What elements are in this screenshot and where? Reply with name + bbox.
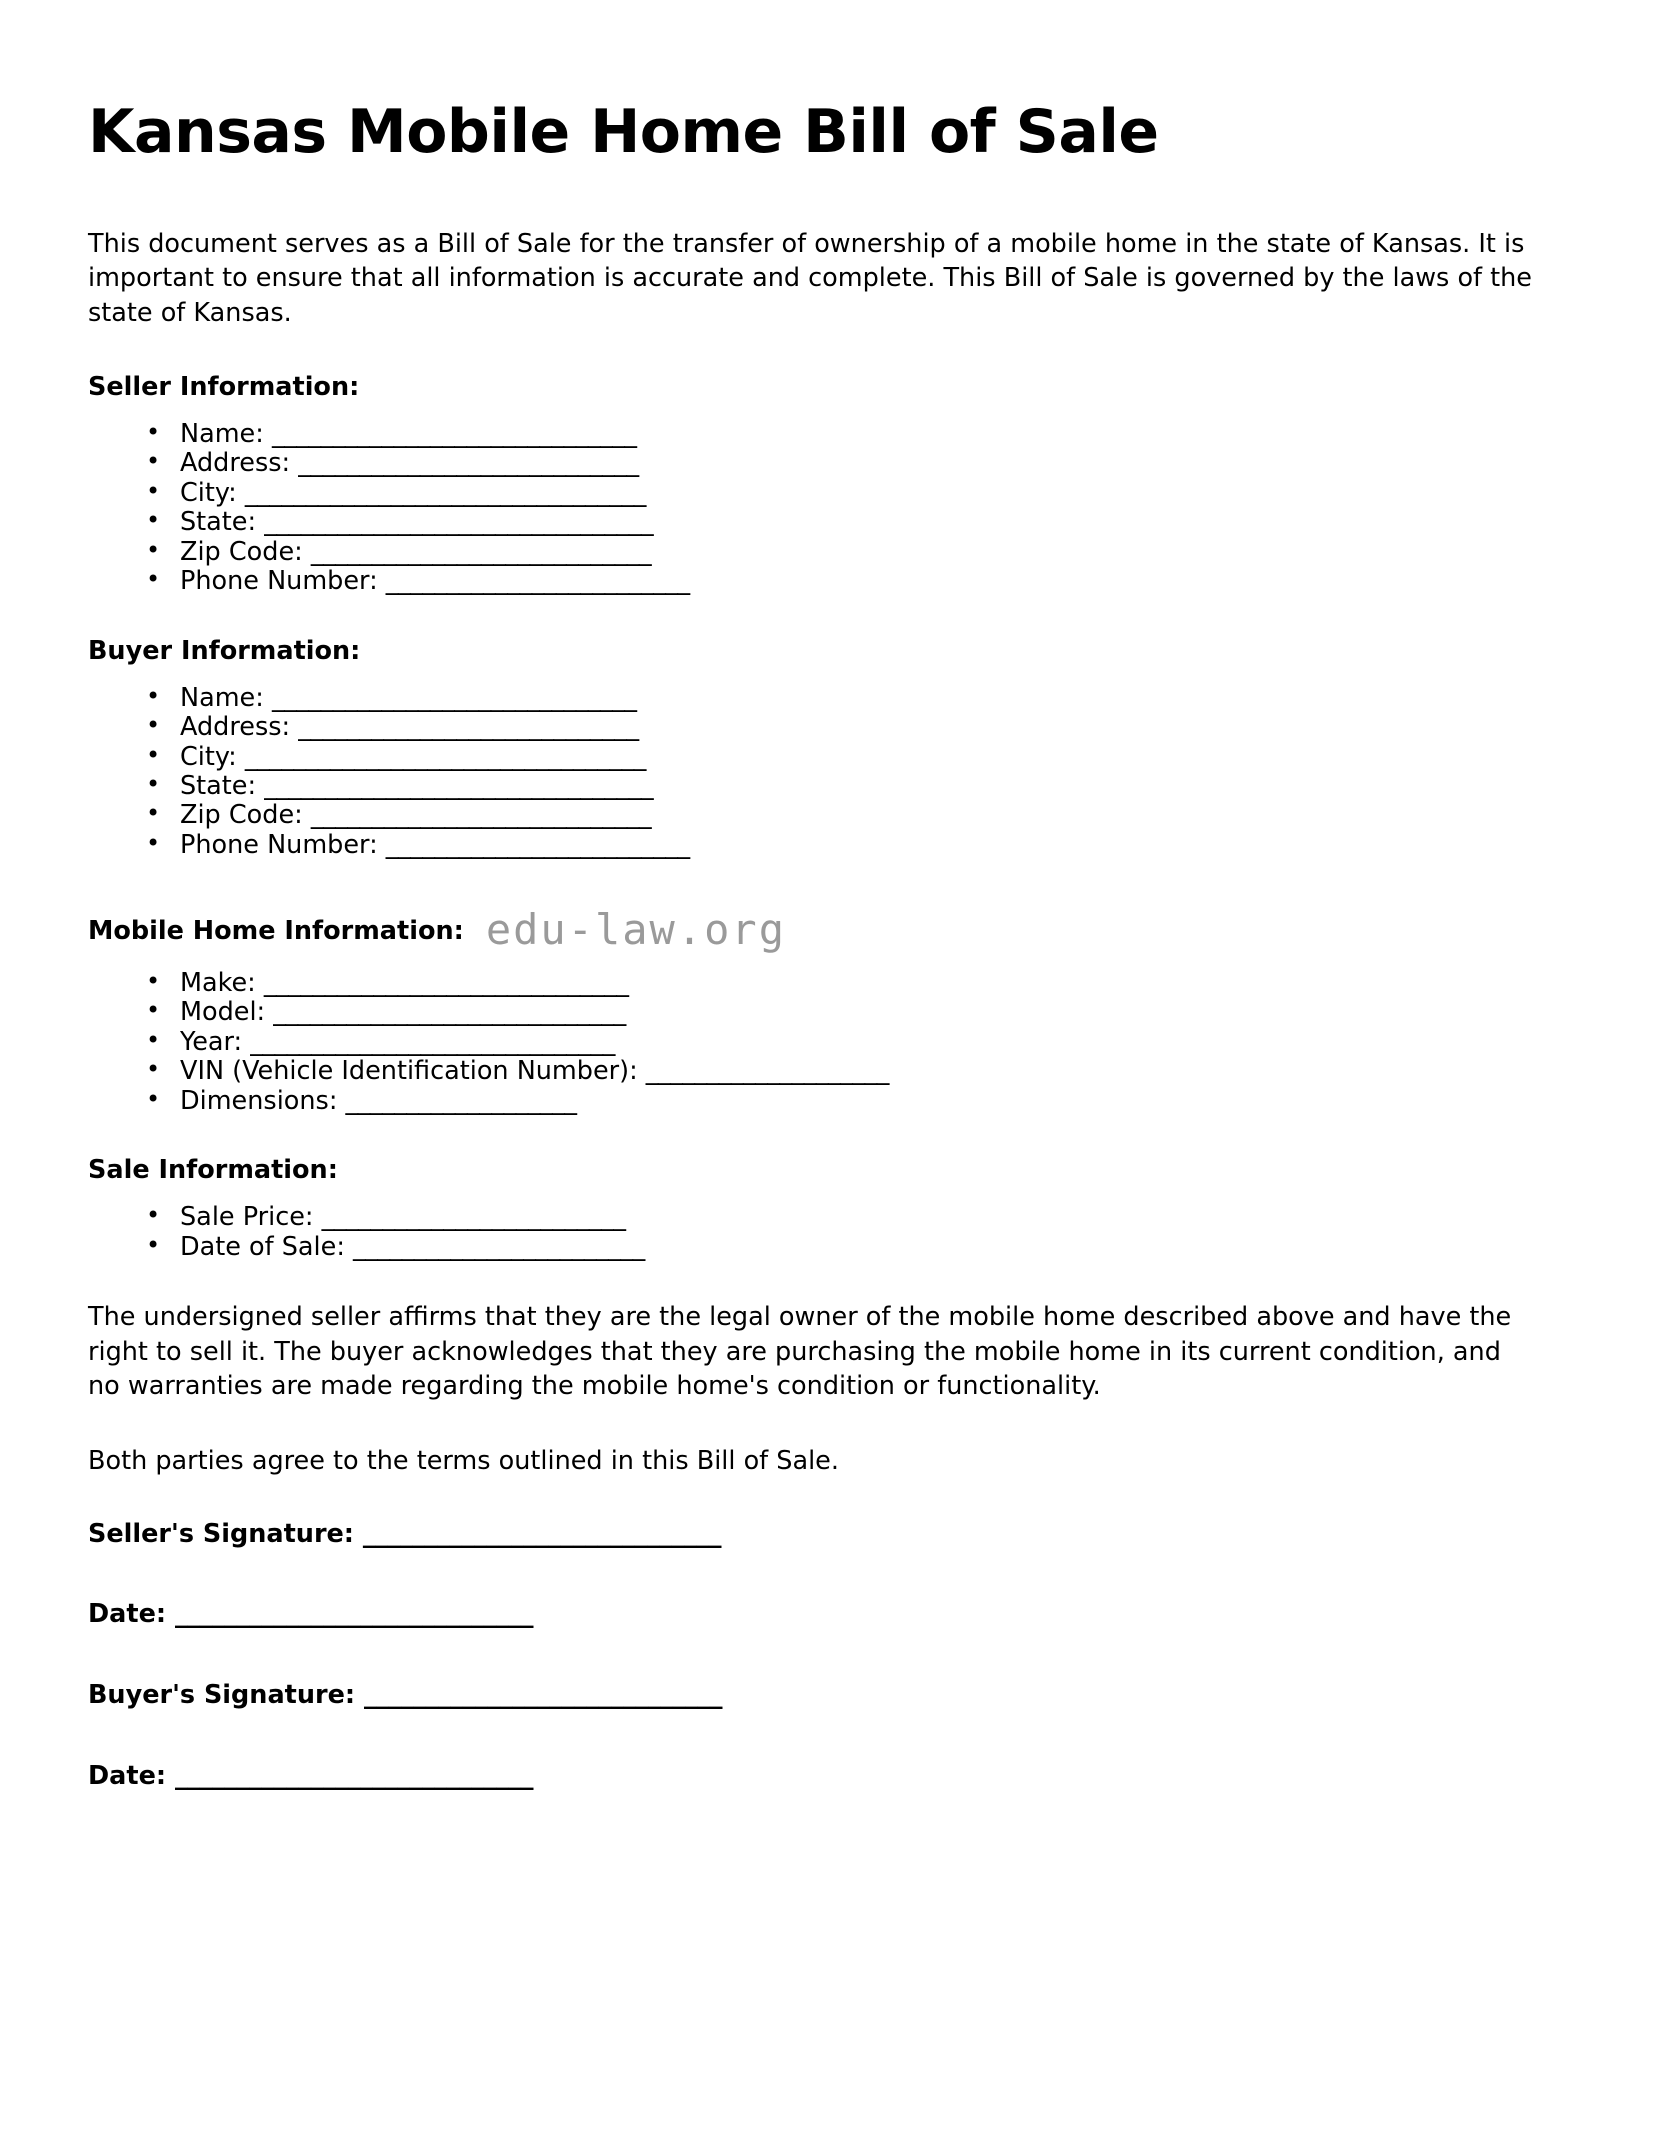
list-item [138,567,1554,596]
mobile-home-information-heading-label: Mobile Home Information: [88,916,464,947]
sale-information-heading [88,1154,1554,1187]
field-label: City: [180,477,237,508]
list-item [138,831,1554,860]
field-label: Phone Number: [180,829,378,860]
buyer-signature-blank[interactable]: _____________________________ [363,1680,723,1711]
field-label: Make: [180,967,256,998]
list-item [138,1233,1554,1262]
field-label: Phone Number: [180,566,378,597]
field-blank[interactable]: ____________________ [645,1056,889,1087]
list-item [138,772,1554,801]
field-label: Name: [180,418,264,449]
seller-signature-label: Seller's Signature: [88,1518,355,1549]
list-item [138,998,1554,1027]
intro-paragraph: This document serves as a Bill of Sale for the transfer of ownership of a mobile home in the state of Kansas. It is important to ensure that all information is accurate and complete. This Bill of Sale is governed by the laws of the state of Kansas. [88,228,1532,329]
list-item [138,969,1554,998]
affirmation-paragraph: The undersigned seller affirms that they are the legal owner of the mobile home described above and have the right to sell it. The buyer acknowledges that they are purchasing the mobile home in its current condition, and no warranties are made regarding the mobile home's condition or functionality. [88,1302,1512,1402]
buyer-signature-line [88,1680,1554,1711]
buyer-information-heading-label: Buyer Information: [88,635,361,666]
field-blank[interactable]: ______________________________ [250,1026,615,1057]
watermark-text: edu-law.org [485,905,786,955]
field-blank[interactable]: ________________________ [353,1231,645,1262]
field-label: Sale Price: [180,1202,314,1233]
field-label: Model: [180,997,266,1028]
seller-signature-line [88,1519,1554,1550]
field-label: VIN (Vehicle Identification Number): [180,1056,638,1087]
field-blank[interactable]: ____________________________ [310,800,652,831]
field-label: Address: [180,712,291,743]
sale-information-fields [88,1203,1554,1262]
list-item [138,449,1554,478]
list-item [138,420,1554,449]
list-item [138,684,1554,713]
buyer-date-line [88,1761,1554,1792]
seller-signature-blank[interactable]: _____________________________ [362,1518,722,1549]
agreement-paragraph: Both parties agree to the terms outlined in this Bill of Sale. [88,1446,839,1477]
list-item [138,1057,1554,1086]
list-item [138,713,1554,742]
list-item [138,743,1554,772]
sale-information-heading-label: Sale Information: [88,1155,338,1186]
field-label: State: [180,771,257,802]
seller-information-heading [88,371,1554,404]
field-label: Year: [180,1026,243,1057]
list-item [138,801,1554,830]
list-item [138,1087,1554,1116]
field-blank[interactable]: ______________________________ [271,682,637,713]
field-blank[interactable]: ____________________________ [298,712,639,743]
buyer-information-fields [88,684,1554,861]
field-label: City: [180,741,237,772]
buyer-signature-label: Buyer's Signature: [88,1680,356,1711]
field-blank[interactable]: ________________________________ [264,771,654,802]
page-title: Kansas Mobile Home Bill of Sale [88,97,1159,167]
buyer-information-heading [88,635,1554,668]
field-blank[interactable]: _________________________________ [244,477,646,508]
field-label: Zip Code: [180,536,303,567]
seller-information-fields [88,420,1554,597]
list-item [138,538,1554,567]
field-blank[interactable]: _____________________________ [273,997,626,1028]
field-label: State: [180,507,257,538]
list-item [138,1028,1554,1057]
field-blank[interactable]: ____________________________ [310,536,652,567]
field-blank[interactable]: _________________________ [385,829,690,860]
buyer-date-label: Date: [88,1760,167,1791]
list-item [138,479,1554,508]
list-item [138,1203,1554,1232]
field-blank[interactable]: _________________________________ [244,741,646,772]
seller-date-line [88,1599,1554,1630]
list-item [138,508,1554,537]
field-blank[interactable]: ______________________________ [271,418,637,449]
field-label: Zip Code: [180,800,303,831]
field-blank[interactable]: ________________________________ [264,507,654,538]
field-label: Address: [180,448,291,479]
seller-information-heading-label: Seller Information: [88,371,360,402]
buyer-date-blank[interactable]: _____________________________ [174,1760,534,1791]
seller-date-label: Date: [88,1599,167,1630]
field-blank[interactable]: ___________________ [345,1085,577,1116]
field-label: Name: [180,682,264,713]
field-blank[interactable]: ______________________________ [263,967,629,998]
field-label: Date of Sale: [180,1231,345,1262]
field-label: Dimensions: [180,1085,338,1116]
field-blank[interactable]: ____________________________ [298,448,639,479]
field-blank[interactable]: _________________________ [385,566,690,597]
mobile-home-information-heading [88,898,1554,953]
seller-date-blank[interactable]: _____________________________ [174,1599,534,1630]
field-blank[interactable]: _________________________ [321,1202,626,1233]
mobile-home-information-fields [88,969,1554,1116]
